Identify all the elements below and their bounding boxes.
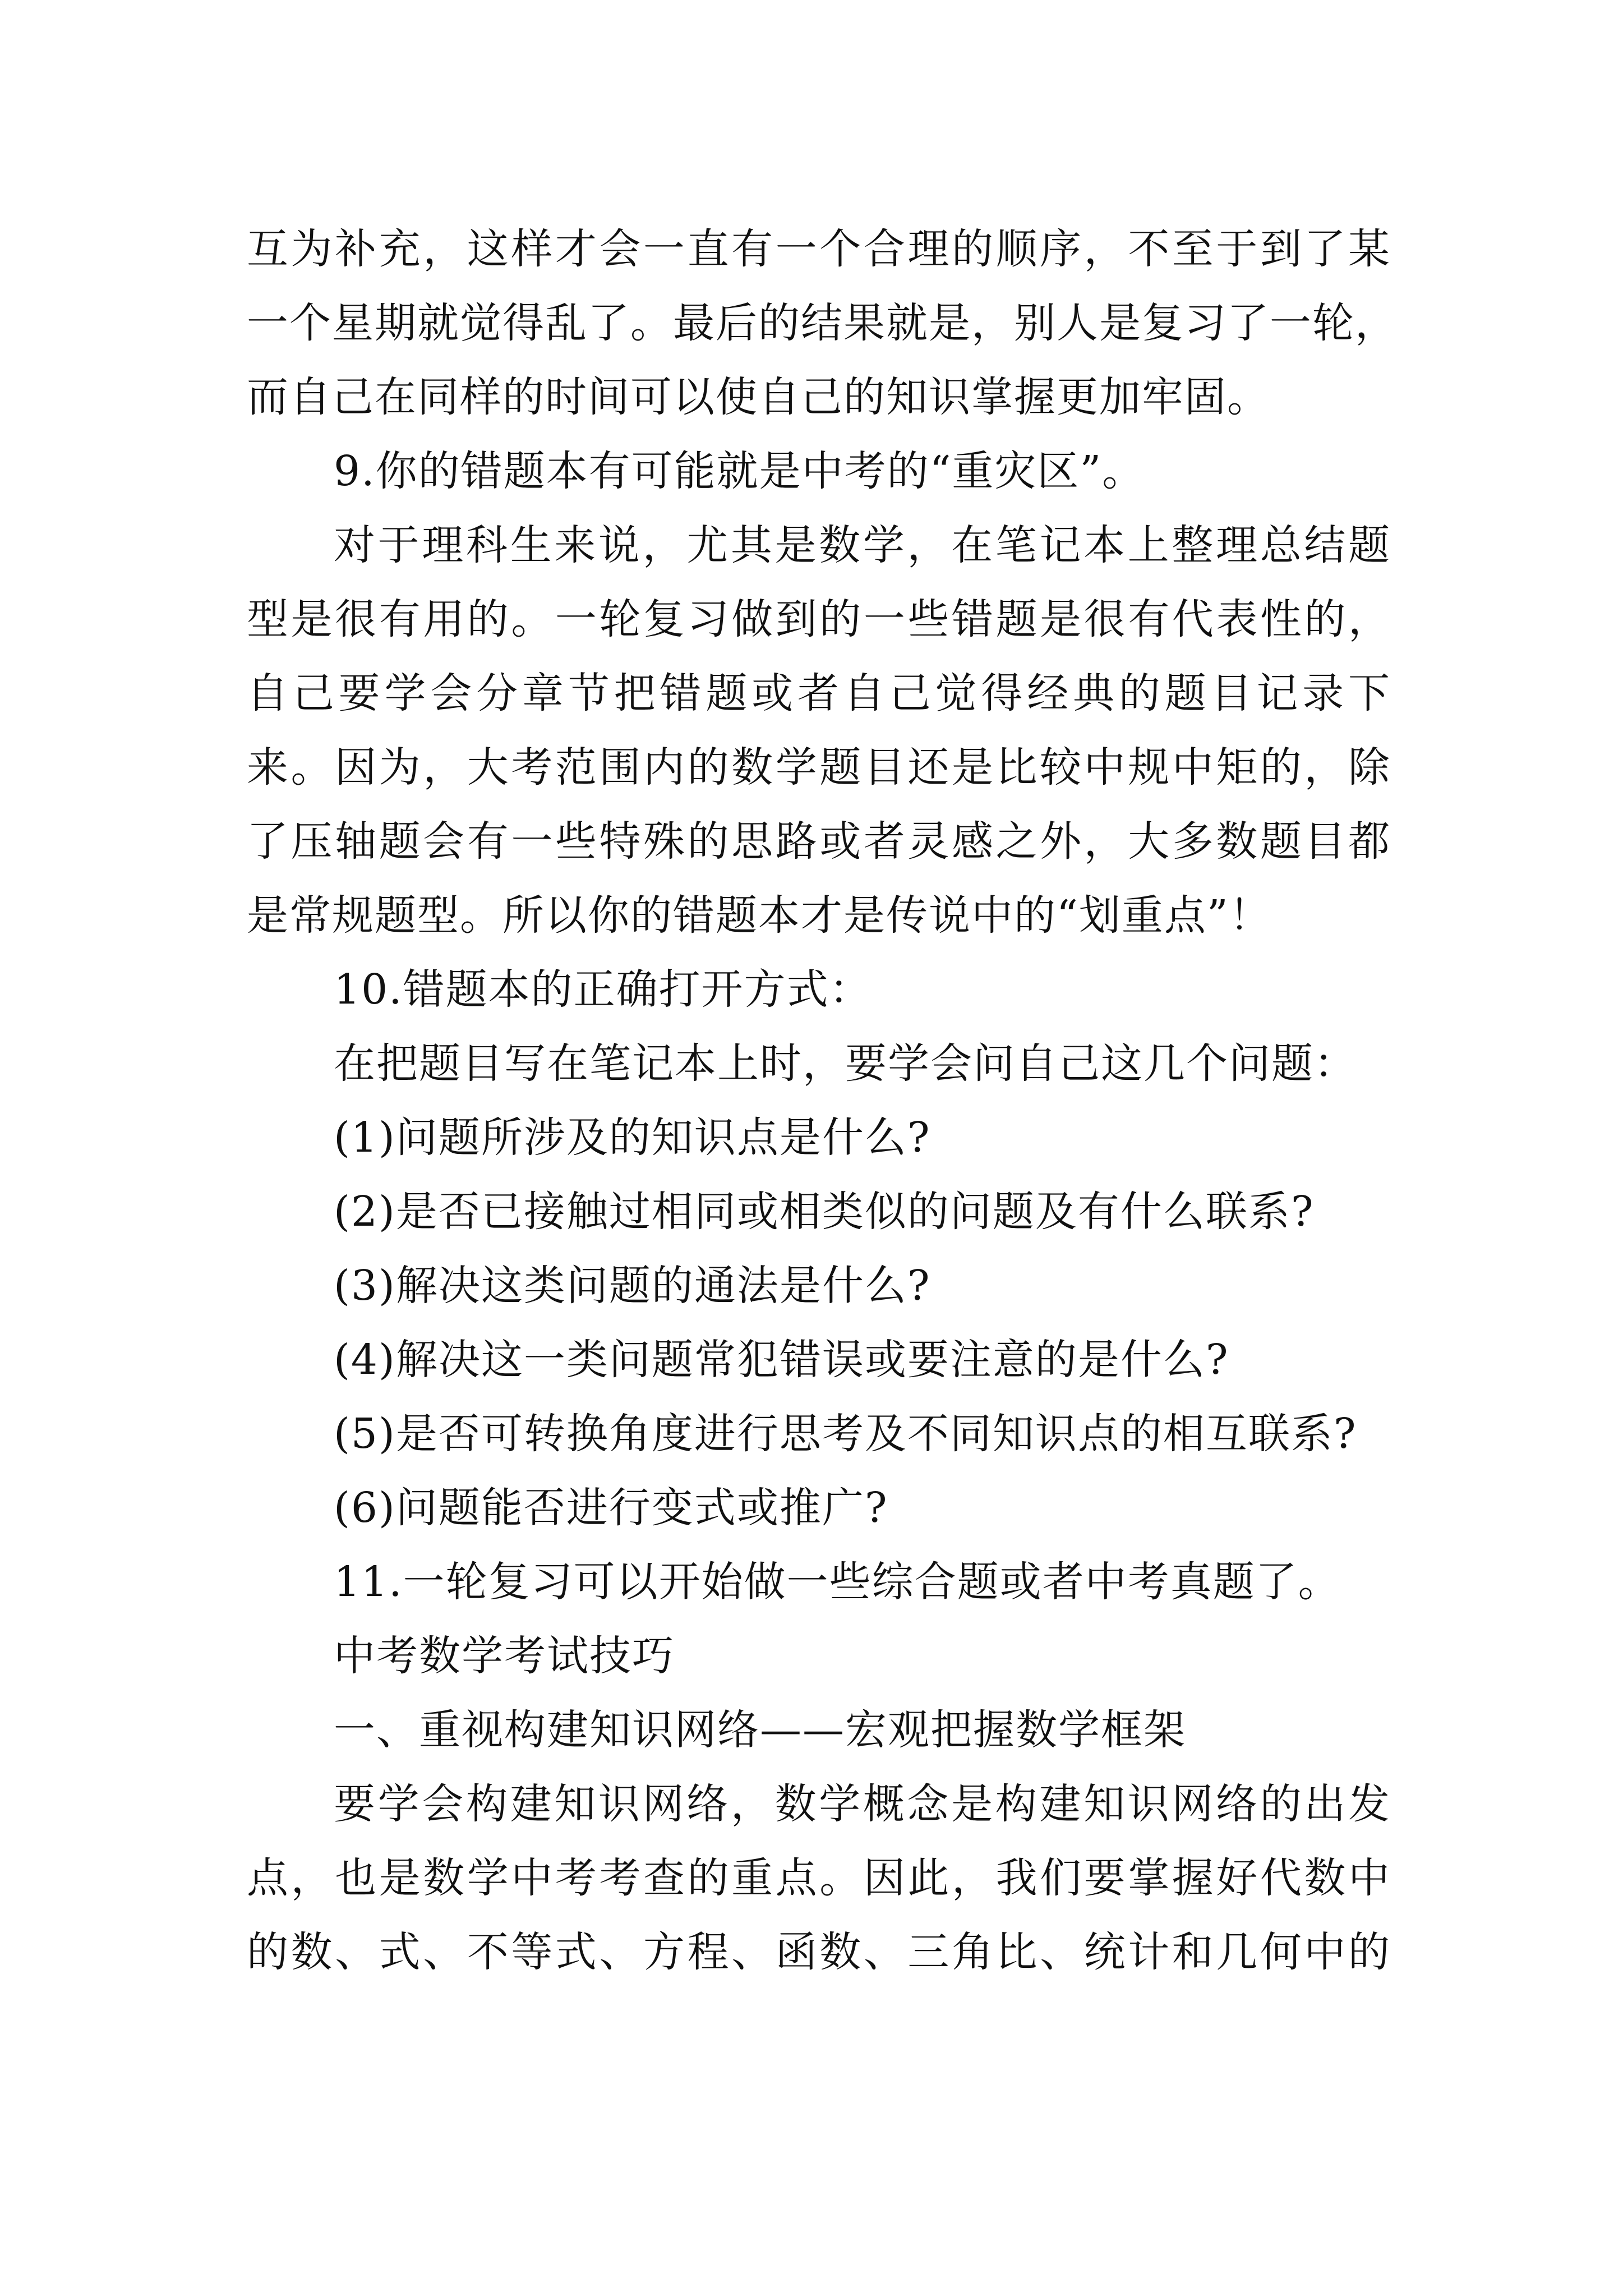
- text-line: 了压轴题会有一些特殊的思路或者灵感之外，大多数题目都: [247, 817, 1391, 866]
- list-item: (3)解决这类问题的通法是什么?: [334, 1262, 931, 1310]
- section-heading: 一、重视构建知识网络——宏观把握数学框架: [334, 1706, 1186, 1754]
- text-line: 是常规题型。所以你的错题本才是传说中的“划重点”！: [247, 891, 1272, 940]
- text-line: 要学会构建知识网络，数学概念是构建知识网络的出发: [334, 1780, 1391, 1828]
- text-line: 互为补充，这样才会一直有一个合理的顺序，不至于到了某: [247, 225, 1391, 273]
- list-item: (2)是否已接触过相同或相类似的问题及有什么联系?: [334, 1188, 1315, 1236]
- section-heading: 9.你的错题本有可能就是中考的“重灾区”。: [334, 447, 1145, 495]
- text-line: 点，也是数学中考考查的重点。因此，我们要掌握好代数中: [247, 1854, 1391, 1902]
- list-item: (4)解决这一类问题常犯错误或要注意的是什么?: [334, 1336, 1229, 1384]
- text-line: 在把题目写在笔记本上时，要学会问自己这几个问题：: [334, 1039, 1357, 1088]
- text-line: 而自己在同样的时间可以使自己的知识掌握更加牢固。: [247, 373, 1270, 421]
- text-line: 一个星期就觉得乱了。最后的结果就是，别人是复习了一轮，: [247, 299, 1398, 347]
- list-item: (6)问题能否进行变式或推广?: [334, 1484, 888, 1532]
- list-item: (1)问题所涉及的知识点是什么?: [334, 1114, 931, 1162]
- section-heading: 11.一轮复习可以开始做一些综合题或者中考真题了。: [334, 1558, 1341, 1606]
- text-line: 型是很有用的。一轮复习做到的一些错题是很有代表性的，: [247, 595, 1391, 643]
- section-heading: 中考数学考试技巧: [334, 1632, 675, 1680]
- list-item: (5)是否可转换角度进行思考及不同知识点的相互联系?: [334, 1410, 1357, 1458]
- text-line: 来。因为，大考范围内的数学题目还是比较中规中矩的，除: [247, 743, 1391, 792]
- text-line: 的数、式、不等式、方程、函数、三角比、统计和几何中的: [247, 1928, 1391, 1976]
- text-line: 对于理科生来说，尤其是数学，在笔记本上整理总结题: [334, 521, 1391, 569]
- text-line: 自己要学会分章节把错题或者自己觉得经典的题目记录下: [247, 669, 1391, 717]
- section-heading: 10.错题本的正确打开方式：: [334, 965, 872, 1014]
